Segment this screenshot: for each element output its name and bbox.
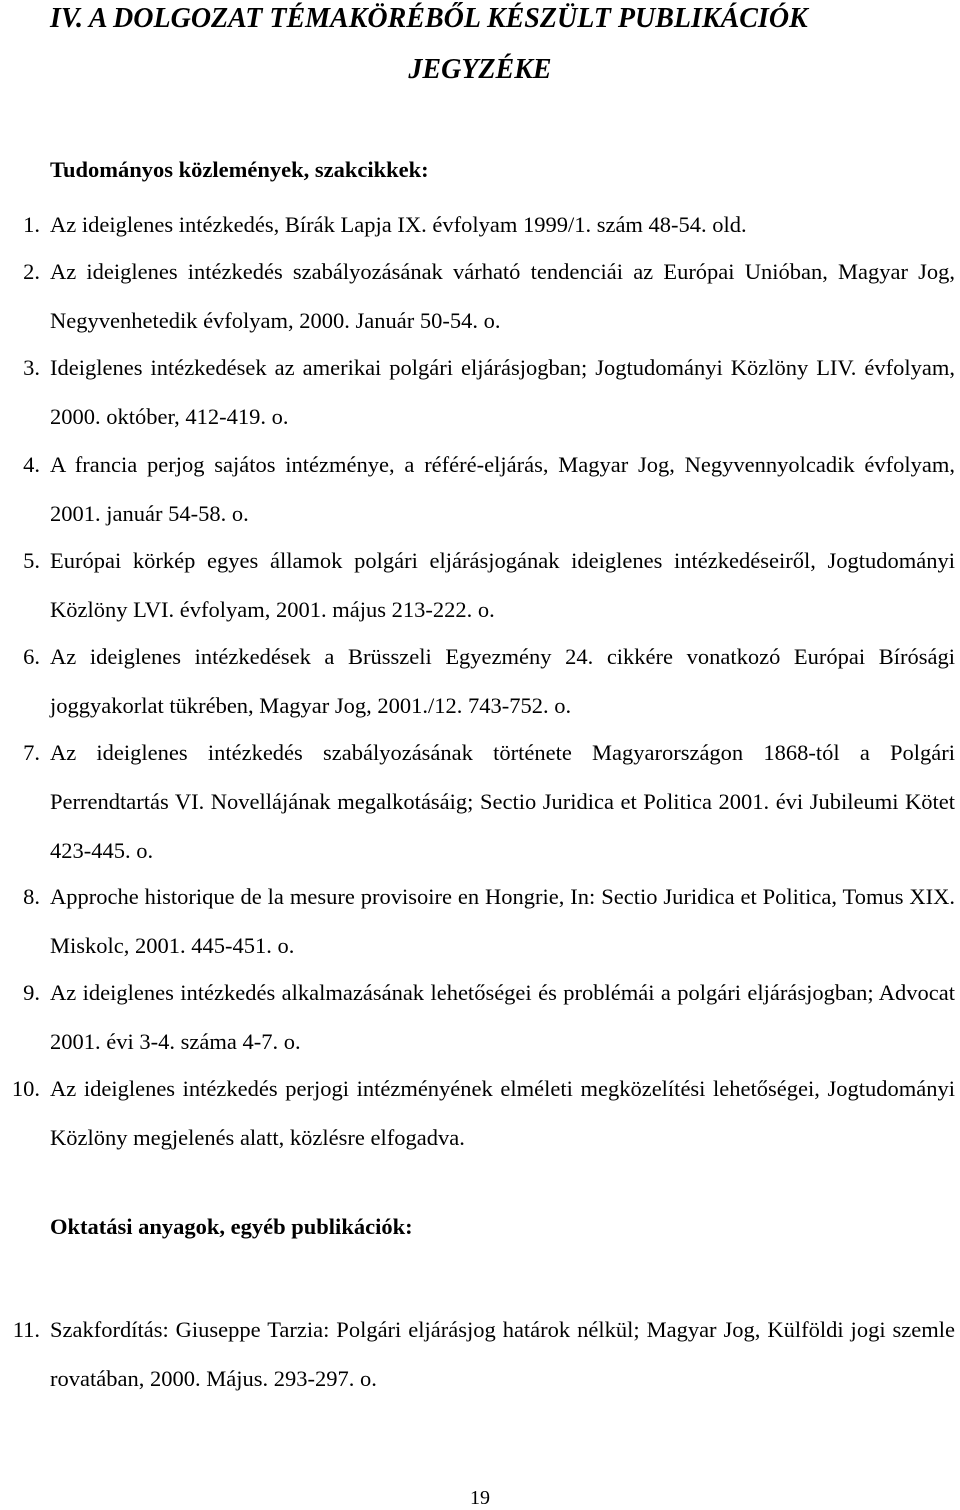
entry-number: 4. [23, 452, 40, 477]
section-heading-scientific-articles: Tudományos közlemények, szakcikkek: [50, 157, 429, 182]
entry-number: 9. [23, 980, 40, 1005]
entry-number: 5. [23, 548, 40, 573]
entry-number: 1. [23, 212, 40, 237]
entry-text: Approche historique de la mesure provisoire en Hongrie, In: Sectio Juridica et Politica, Tomus XIX. Miskolc, 2001. 445-451. o. [50, 884, 955, 958]
entry-number: 8. [23, 884, 40, 909]
page-title-line-2: JEGYZÉKE [408, 54, 552, 85]
entry-text: Az ideiglenes intézkedés, Bírák Lapja IX. évfolyam 1999/1. szám 48-54. old. [50, 212, 747, 237]
page-title-line-1: IV. A DOLGOZAT TÉMAKÖRÉBŐL KÉSZÜLT PUBLIKÁCIÓK [50, 3, 808, 34]
entry-text: Az ideiglenes intézkedés szabályozásának várható tendenciái az Európai Unióban, Magyar Jog, Negyvenhetedik évfolyam, 2000. Január 50-54. o. [50, 259, 955, 333]
page-number: 19 [470, 1487, 490, 1509]
section-heading-teaching-materials: Oktatási anyagok, egyéb publikációk: [50, 1214, 413, 1239]
entry-text: A francia perjog sajátos intézménye, a référé-eljárás, Magyar Jog, Negyvennyolcadik évfolyam, 2001. január 54-58. o. [50, 452, 955, 526]
entry-number: 11. [12, 1317, 40, 1342]
entry-text: Az ideiglenes intézkedés szabályozásának története Magyarországon 1868-tól a Polgári Perrendtartás VI. Novellájának megalkotásáig; Sectio Juridica et Politica 2001. évi Jubileumi Kötet 423-445. o. [50, 740, 955, 863]
entry-text: Az ideiglenes intézkedések a Brüsszeli Egyezmény 24. cikkére vonatkozó Európai Bírósági joggyakorlat tükrében, Magyar Jog, 2001./12. 743-752. o. [50, 644, 955, 718]
entry-number: 7. [23, 740, 40, 765]
entry-text: Az ideiglenes intézkedés perjogi intézményének elméleti megközelítési lehetőségei, Jogtudományi Közlöny megjelenés alatt, közlésre elfogadva. [50, 1076, 955, 1150]
entry-number: 2. [23, 259, 40, 284]
entry-text: Szakfordítás: Giuseppe Tarzia: Polgári eljárásjog határok nélkül; Magyar Jog, Külföldi jogi szemle rovatában, 2000. Május. 293-297. o. [50, 1317, 955, 1391]
entry-text: Európai körkép egyes államok polgári eljárásjogának ideiglenes intézkedéseiről, Jogtudományi Közlöny LVI. évfolyam, 2001. május 213-222. o. [50, 548, 955, 622]
entry-number: 10. [11, 1076, 40, 1101]
entry-text: Ideiglenes intézkedések az amerikai polgári eljárásjogban; Jogtudományi Közlöny LIV. évfolyam, 2000. október, 412-419. o. [50, 355, 955, 429]
entry-number: 6. [23, 644, 40, 669]
entry-text: Az ideiglenes intézkedés alkalmazásának lehetőségei és problémái a polgári eljárásjogban; Advocat 2001. évi 3-4. száma 4-7. o. [50, 980, 955, 1054]
entry-number: 3. [23, 355, 40, 380]
